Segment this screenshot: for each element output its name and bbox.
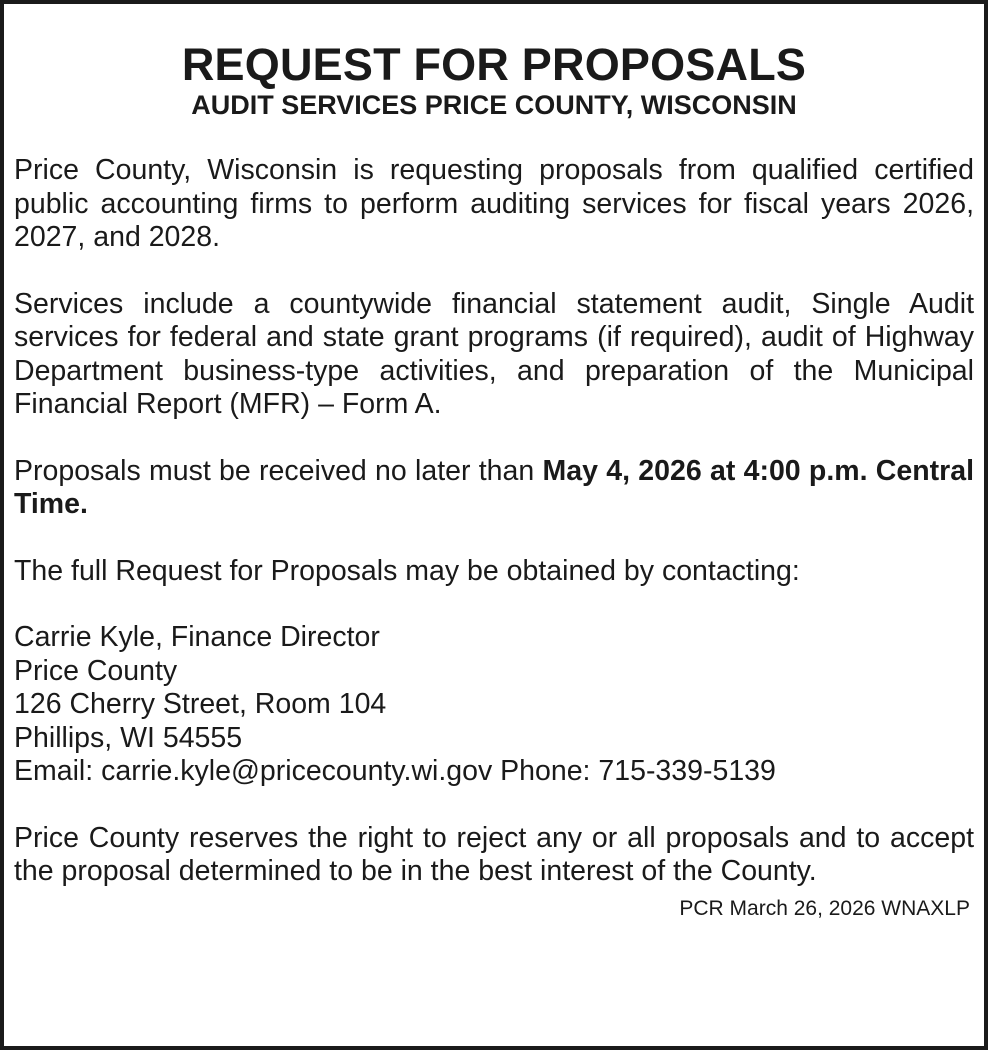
contact-name: Carrie Kyle, Finance Director bbox=[14, 621, 380, 653]
obtain-paragraph: The full Request for Proposals may be obtained by contacting: bbox=[14, 554, 800, 587]
notice-subtitle: AUDIT SERVICES PRICE COUNTY, WISCONSIN bbox=[191, 90, 797, 120]
contact-organization: Price County bbox=[14, 654, 178, 687]
email-phone-line: Email: carrie.kyle@pricecounty.wi.gov Phone: 715-339-5139 bbox=[14, 755, 776, 787]
reservation-paragraph: Price County reserves the right to reject any or all proposals and to accept the proposal determined to be in the best interest of the County. bbox=[14, 821, 974, 887]
deadline-prefix: Proposals must be received no later than bbox=[14, 454, 543, 487]
contact-street: 126 Cherry Street, Room 104 bbox=[14, 688, 387, 720]
publication-tag: PCR March 26, 2026 WNAXLP bbox=[679, 896, 970, 920]
contact-city: Phillips, WI 54555 bbox=[14, 721, 243, 754]
notice-title: REQUEST FOR PROPOSALS bbox=[181, 39, 807, 90]
contact-block bbox=[14, 621, 974, 755]
intro-paragraph: Price County, Wisconsin is requesting proposals from qualified certified public accounting firms to perform auditing services for fiscal years 2026, 2027, and 2028. bbox=[14, 154, 974, 253]
services-paragraph: Services include a countywide financial statement audit, Single Audit services for federal and state grant programs (if required), audit of Highway Department business-type activities, and preparation of the Municipal Financial Report (MFR) – Form A. bbox=[14, 287, 974, 420]
deadline-paragraph bbox=[14, 455, 974, 522]
deadline-date: May 4, 2026 at 4:00 p.m. Central Time. bbox=[14, 454, 974, 520]
